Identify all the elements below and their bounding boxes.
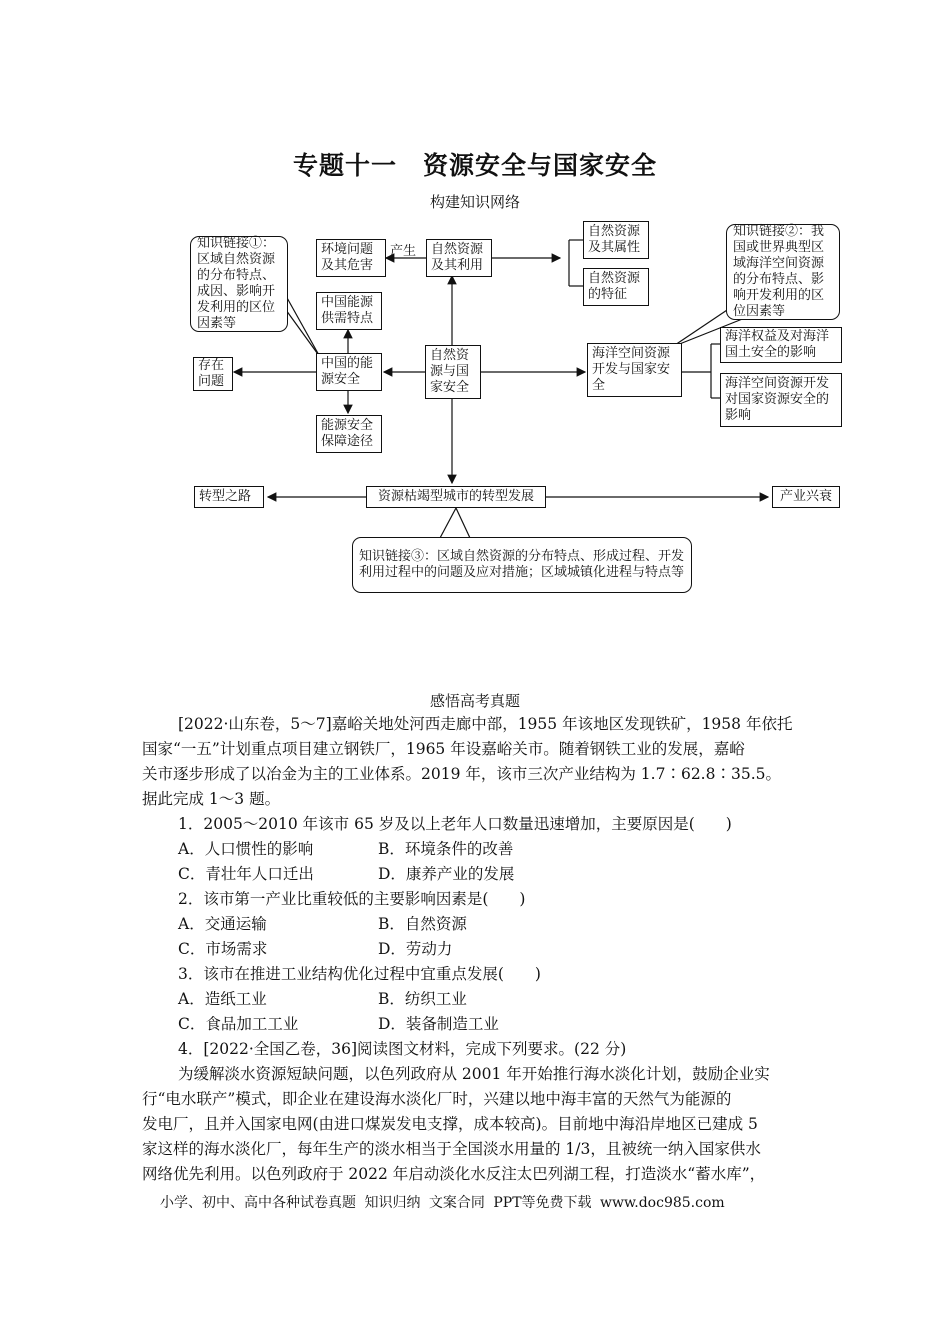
node-energy-guarantee: 能源安全保障途径 <box>316 415 382 453</box>
node-resource-attributes: 自然资源及其属性 <box>583 221 649 259</box>
question-4-stem: 4．[2022·全国乙卷，36]阅读图文材料，完成下列要求。(22 分) <box>178 1040 627 1058</box>
question-1-option-d: D．康养产业的发展 <box>378 865 515 883</box>
node-energy-supply-demand: 中国能源供需特点 <box>316 292 382 330</box>
node-china-energy-security: 中国的能源安全 <box>316 353 382 391</box>
question-2-option-a: A．交通运输 <box>178 915 267 933</box>
passage1-line: 关市逐步形成了以冶金为主的工业体系。2019 年，该市三次产业结构为 1.7∶62.8∶35.5。 <box>142 765 781 783</box>
question-1-option-b: B．环境条件的改善 <box>378 840 514 858</box>
question-2-option-c: C．市场需求 <box>178 940 268 958</box>
question-3-option-d: D．装备制造工业 <box>378 1015 499 1033</box>
question-3-option-a: A．造纸工业 <box>178 990 267 1008</box>
knowledge-link-3: 知识链接③：区域自然资源的分布特点、形成过程、开发利用过程中的问题及应对措施；区域城镇化进程与特点等 <box>352 537 692 593</box>
passage1-line: 据此完成 1～3 题。 <box>142 790 281 808</box>
node-existing-problems: 存在问题 <box>193 357 233 391</box>
question-1-option-a: A．人口惯性的影响 <box>178 840 314 858</box>
produce-label: 产生 <box>390 244 417 259</box>
question-2-option-d: D．劳动力 <box>378 940 453 958</box>
question-1-option-c: C．青壮年人口迁出 <box>178 865 314 883</box>
question-3-option-c: C．食品加工工业 <box>178 1015 299 1033</box>
knowledge-link-2: 知识链接②：我国或世界典型区域海洋空间资源的分布特点、影响开发利用的区位因素等 <box>726 224 840 320</box>
node-resource-depleted-cities: 资源枯竭型城市的转型发展 <box>366 486 546 508</box>
page-title: 专题十一 资源安全与国家安全 <box>292 151 657 180</box>
node-industry-rise-fall: 产业兴衰 <box>772 486 840 508</box>
node-ocean-space-development: 海洋空间资源开发与国家安全 <box>587 343 682 397</box>
diagram-heading: 构建知识网络 <box>429 193 520 211</box>
node-resource-features: 自然资源的特征 <box>583 268 649 306</box>
node-resources-national-security: 自然资源与国家安全 <box>425 345 481 399</box>
node-ocean-rights: 海洋权益及对海洋国土安全的影响 <box>720 327 842 363</box>
knowledge-link-1: 知识链接①：区域自然资源的分布特点、成因、影响开发利用的区位因素等 <box>190 236 288 332</box>
passage1-line: 国家“一五”计划重点项目建立钢铁厂，1965 年设嘉峪关市。随着钢铁工业的发展，嘉峪 <box>142 740 745 758</box>
question-3-option-b: B．纺织工业 <box>378 990 467 1008</box>
node-transformation-road: 转型之路 <box>194 486 264 508</box>
passage1-line: [2022·山东卷，5～7]嘉峪关地处河西走廊中部，1955 年该地区发现铁矿，1958 年依托 <box>178 715 793 733</box>
section-title: 感悟高考真题 <box>429 692 520 710</box>
passage2-line: 家这样的海水淡化厂，每年生产的淡水相当于全国淡水用量的 1/3，且被统一纳入国家供水 <box>142 1140 761 1158</box>
passage2-line: 发电厂，且并入国家电网(由进口煤炭发电支撑，成本较高)。目前地中海沿岸地区已建成 5 <box>142 1115 758 1133</box>
passage2-line: 网络优先利用。以色列政府于 2022 年启动淡化水反注太巴列湖工程，打造淡水“蓄水库”， <box>142 1165 766 1183</box>
question-2-option-b: B．自然资源 <box>378 915 467 933</box>
question-1-stem: 1．2005～2010 年该市 65 岁及以上老年人口数量迅速增加，主要原因是( ) <box>178 815 732 833</box>
passage2-line: 行“电水联产”模式，即企业在建设海水淡化厂时，兴建以地中海丰富的天然气为能源的 <box>142 1090 732 1108</box>
question-3-stem: 3．该市在推进工业结构优化过程中宜重点发展( ) <box>178 965 541 983</box>
node-ocean-resource-impact: 海洋空间资源开发对国家资源安全的影响 <box>720 373 842 427</box>
node-environment-problems: 环境问题及其危害 <box>316 239 386 277</box>
footer-ad: 小学、初中、高中各种试卷真题 知识归纳 文案合同 PPT等免费下载 www.doc985.com <box>160 1195 725 1211</box>
node-natural-resources-use: 自然资源及其利用 <box>426 239 492 277</box>
question-2-stem: 2．该市第一产业比重较低的主要影响因素是( ) <box>178 890 526 908</box>
passage2-line: 为缓解淡水资源短缺问题，以色列政府从 2001 年开始推行海水淡化计划，鼓励企业实 <box>178 1065 770 1083</box>
